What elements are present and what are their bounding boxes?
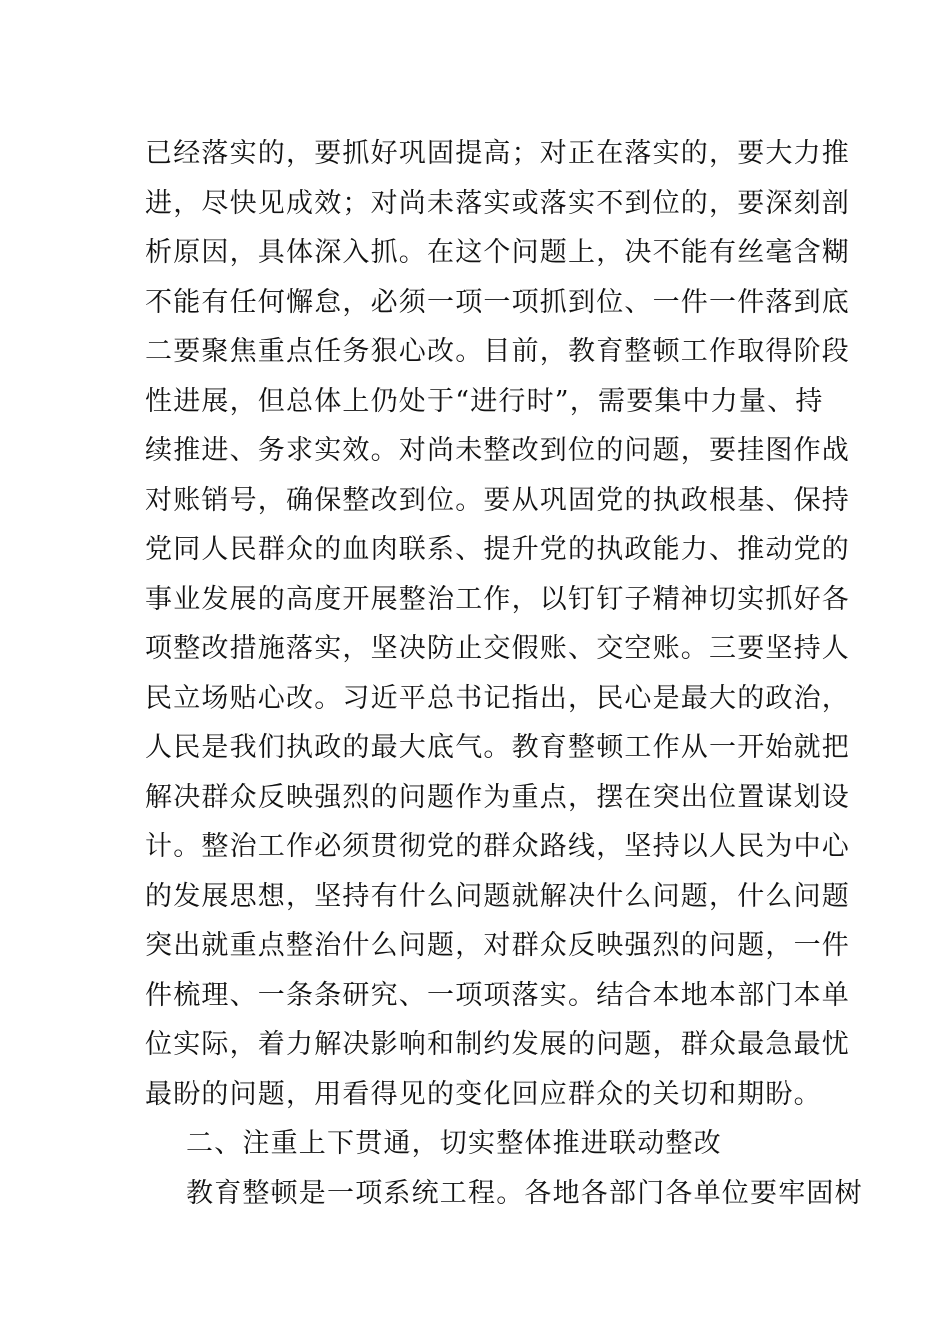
text-line: 计。整治工作必须贯彻党的群众路线，坚持以人民为中心 [145, 831, 850, 862]
text-line: 民立场贴心改。习近平总书记指出，民心是最大的政治， [145, 682, 850, 714]
text-line: 党同人民群众的血肉联系、提升党的执政能力、推动党的 [145, 534, 850, 565]
body-text [145, 129, 863, 1218]
text-line: 析原因，具体深入抓。在这个问题上，决不能有丝毫含糊 [145, 237, 850, 268]
text-line: 最盼的问题，用看得见的变化回应群众的关切和期盼。 [145, 1078, 822, 1110]
text-line: 突出就重点整治什么问题，对群众反映强烈的问题，一件 [145, 930, 850, 961]
text-line: 不能有任何懈怠，必须一项一项抓到位、一件一件落到底 [145, 286, 850, 318]
text-line: 事业发展的高度开展整治工作，以钉钉子精神切实抓好各 [145, 583, 850, 615]
section-heading: 二、注重上下贯通，切实整体推进联动整改 [186, 1128, 722, 1159]
text-line: 教育整顿是一项系统工程。各地各部门各单位要牢固树 [186, 1177, 863, 1209]
text-line: 位实际，着力解决影响和制约发展的问题，群众最急最忧 [145, 1029, 850, 1060]
text-line: 人民是我们执政的最大底气。教育整顿工作从一开始就把 [145, 732, 850, 763]
text-line: 项整改措施落实，坚决防止交假账、交空账。三要坚持人 [145, 633, 850, 664]
text-line: 进，尽快见成效；对尚未落实或落实不到位的，要深刻剖 [145, 187, 850, 219]
text-line: 件梳理、一条条研究、一项项落实。结合本地本部门本单 [145, 979, 850, 1011]
text-line: 二要聚焦重点任务狠心改。目前，教育整顿工作取得阶段 [145, 336, 850, 367]
text-line: 性进展，但总体上仍处于“进行时”，需要集中力量、持 [145, 385, 824, 417]
text-line: 已经落实的，要抓好巩固提高；对正在落实的，要大力推 [145, 138, 850, 169]
text-line: 的发展思想，坚持有什么问题就解决什么问题，什么问题 [145, 880, 850, 912]
text-line: 续推进、务求实效。对尚未整改到位的问题，要挂图作战 [145, 435, 850, 466]
text-line: 对账销号，确保整改到位。要从巩固党的执政根基、保持 [145, 484, 850, 516]
text-line: 解决群众反映强烈的问题作为重点，摆在突出位置谋划设 [145, 781, 850, 813]
